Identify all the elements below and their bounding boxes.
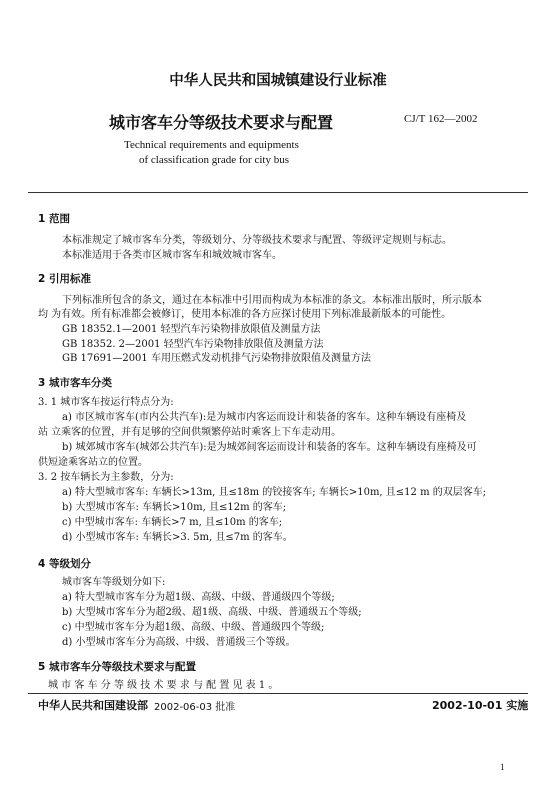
section-4-item-b: b) 大型城市客车分为超2级、超1级、高级、中级、普通级五个等级; <box>62 607 362 618</box>
clause-3-2-item-d: d) 小型城市客车: 车辆长>3. 5m, 且≤7m 的客车。 <box>62 532 293 543</box>
reference-standard-item: GB 18352.1—2001 轻型汽车污染物排放限值及测量方法 <box>62 324 321 335</box>
section-4-title: 4 等级划分 <box>38 558 91 570</box>
english-title-line-1: Technical requirements and equipments <box>124 139 299 151</box>
standard-title: 城市客车分等级技术要求与配置 <box>109 113 334 132</box>
footer-approval-date: 2002-06-03 批准 <box>154 702 236 713</box>
clause-3-1-item-a: a) 市区城市客车(市内公共汽车):是为城市内客运而设计和装备的客车。这种车辆设有座椅及 <box>62 412 467 423</box>
issuing-org-heading: 中华人民共和国城镇建设行业标准 <box>169 73 387 89</box>
header-divider <box>28 192 528 193</box>
section-2-title: 2 引用标准 <box>38 273 91 285</box>
clause-3-1-item-b-continued: 供短途乘客站立的位置。 <box>38 457 148 468</box>
clause-3-2-item-a: a) 特大型城市客车: 车辆长>13m, 且≤18m 的铰接客车; 车辆长>10m, 且≤12 m 的双层客车; <box>62 487 487 498</box>
reference-standard-item: GB 18352. 2—2001 轻型汽车污染物排放限值及测量方法 <box>62 339 324 350</box>
section-1-title: 1 范围 <box>38 213 70 225</box>
section-4-item-d: d) 小型城市客车分为高级、中级、普通级三个等级。 <box>62 637 296 648</box>
footer-effective-date: 2002-10-01 实施 <box>432 699 529 712</box>
english-title-line-2: of classification grade for city bus <box>139 154 289 166</box>
clause-3-1-item-a-continued: 站 立乘客的位置，并有足够的空间供频繁停站时乘客上下车走动用。 <box>38 427 342 438</box>
section-2-line: 下列标准所包含的条文，通过在本标准中引用而构成为本标准的条文。本标准出版时，所示版本 <box>62 295 482 306</box>
section-1-line: 本标准适用于各类市区城市客车和城效城市客车。 <box>62 250 282 261</box>
section-4-line: 城市客车等级划分如下: <box>62 577 166 588</box>
section-3-title: 3 城市客车分类 <box>38 377 112 389</box>
clause-3-2: 3. 2 按车辆长为主参数，分为: <box>38 472 174 483</box>
section-1-line: 本标准规定了城市客车分类，等级划分、分等级技术要求与配置、等级评定规则与标志。 <box>62 235 452 246</box>
clause-3-2-item-c: c) 中型城市客车: 车辆长>7 m, 且≤10m 的客车; <box>62 517 283 528</box>
clause-3-2-item-b: b) 大型城市客车: 车辆长>10m, 且≤12m 的客车; <box>62 502 287 513</box>
section-5-line: 城 市 客 车 分 等 级 技 术 要 求 与 配 置 见 表 1 。 <box>48 680 279 691</box>
section-4-item-c: c) 中型城市客车分为超1级、高级、中级、普通级四个等级; <box>62 622 325 633</box>
footer-ministry: 中华人民共和国建设部 <box>38 699 148 712</box>
reference-standard-item: GB 17691—2001 车用压燃式发动机排气污染物排放限值及测量方法 <box>62 353 371 364</box>
section-2-line: 均 为有效。所有标准都会被修订，使用本标准的各方应探讨使用下列标准最新版本的可能性。 <box>38 309 452 320</box>
standard-code: CJ/T 162—2002 <box>404 113 478 125</box>
section-5-title: 5 城市客车分等级技术要求与配置 <box>38 661 196 673</box>
clause-3-1: 3. 1 城市客车按运行特点分为: <box>38 397 174 408</box>
footer-divider <box>28 693 528 694</box>
page-number: 1 <box>500 762 505 772</box>
clause-3-1-item-b: b) 城郊城市客车(城郊公共汽车):是为城郊间客运而设计和装备的客车。这种车辆设有座椅及可 <box>62 442 477 453</box>
section-4-item-a: a) 特大型城市客车分为超1级、高级、中级、普通级四个等级; <box>62 592 335 603</box>
